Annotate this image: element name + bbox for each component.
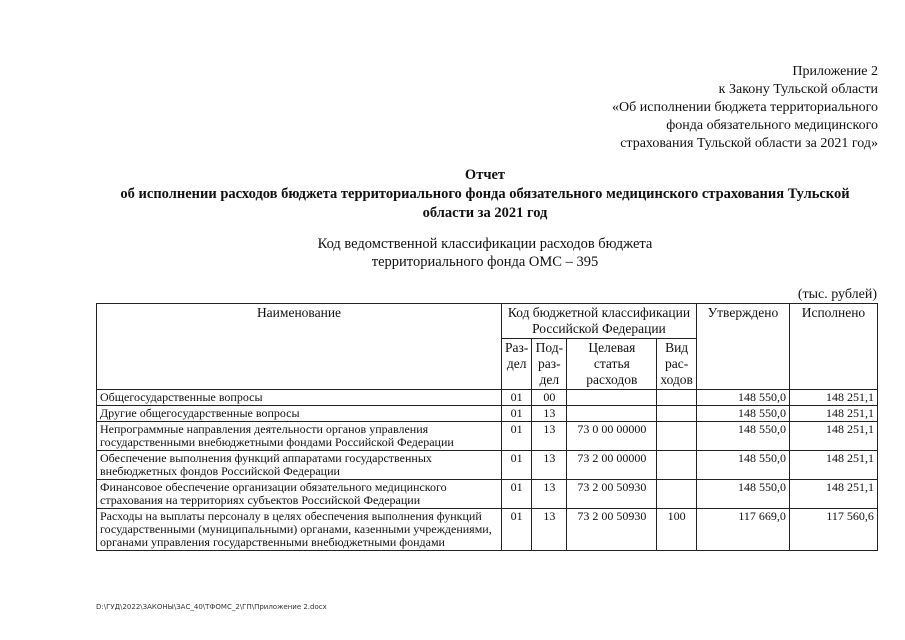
header-target: Целевая статья расходов <box>567 339 657 390</box>
table-row <box>97 509 878 551</box>
header-code-group: Код бюджетной классификации Российской Федерации <box>502 304 697 339</box>
report-title <box>95 166 875 223</box>
row-podrazdel: 13 <box>532 451 567 480</box>
table-row <box>97 406 878 422</box>
header-approved: Утверждено <box>696 304 789 390</box>
appendix-line: фонда обязательного медицинского <box>666 118 878 133</box>
row-razdel: 01 <box>502 451 532 480</box>
report-subtitle <box>95 235 875 271</box>
row-podrazdel: 13 <box>532 480 567 509</box>
row-podrazdel: 13 <box>532 422 567 451</box>
header-podrazdel: Под-раз-дел <box>532 339 567 390</box>
table-row <box>97 480 878 509</box>
row-vid <box>657 480 697 509</box>
row-name: Расходы на выплаты персоналу в целях обеспечения выполнения функций государственными (муниципальными) органами, казенными учреждениями, органами управления государственными внебюджетными фондами <box>97 509 502 551</box>
table-row <box>97 422 878 451</box>
row-podrazdel: 13 <box>532 406 567 422</box>
header-razdel: Раз-дел <box>502 339 532 390</box>
row-vid <box>657 406 697 422</box>
row-razdel: 01 <box>502 406 532 422</box>
row-target <box>567 390 657 406</box>
title-line: Отчет <box>464 167 506 183</box>
row-podrazdel: 13 <box>532 509 567 551</box>
table-row <box>97 451 878 480</box>
row-name: Другие общегосударственные вопросы <box>97 406 502 422</box>
row-target: 73 2 00 50930 <box>567 509 657 551</box>
row-target <box>567 406 657 422</box>
title-line: об исполнении расходов бюджета территориального фонда обязательного медицинского страхования Тульской <box>120 186 850 202</box>
title-line: области за 2021 год <box>422 205 548 221</box>
subtitle-line: территориального фонда ОМС – 395 <box>371 254 599 270</box>
row-razdel: 01 <box>502 509 532 551</box>
row-executed: 117 560,6 <box>789 509 877 551</box>
row-executed: 148 251,1 <box>789 480 877 509</box>
appendix-block <box>612 63 878 153</box>
row-approved: 148 550,0 <box>696 451 789 480</box>
row-vid <box>657 390 697 406</box>
row-executed: 148 251,1 <box>789 406 877 422</box>
appendix-line: Приложение 2 <box>792 64 878 79</box>
row-target: 73 2 00 00000 <box>567 451 657 480</box>
report-table <box>96 303 878 551</box>
file-path-footer: D:\ГУД\2022\ЗАКОНЫ\ЗАС_40\ТФОМС_2\ГП\Приложение 2.docx <box>96 603 327 611</box>
row-razdel: 01 <box>502 390 532 406</box>
header-name: Наименование <box>97 304 502 390</box>
table-row <box>97 390 878 406</box>
appendix-line: к Закону Тульской области <box>718 82 878 97</box>
units-label: (тыс. рублей) <box>797 287 877 302</box>
row-executed: 148 251,1 <box>789 390 877 406</box>
row-target: 73 0 00 00000 <box>567 422 657 451</box>
row-name: Общегосударственные вопросы <box>97 390 502 406</box>
row-vid <box>657 422 697 451</box>
row-vid: 100 <box>657 509 697 551</box>
row-razdel: 01 <box>502 422 532 451</box>
row-podrazdel: 00 <box>532 390 567 406</box>
row-name: Непрограммные направления деятельности органов управления государственными внебюджетными фондами Российской Федерации <box>97 422 502 451</box>
row-name: Финансовое обеспечение организации обязательного медицинского страхования на территориях субъектов Российской Федерации <box>97 480 502 509</box>
row-approved: 148 550,0 <box>696 422 789 451</box>
row-target: 73 2 00 50930 <box>567 480 657 509</box>
row-name: Обеспечение выполнения функций аппаратами государственных внебюджетных фондов Российской Федерации <box>97 451 502 480</box>
row-executed: 148 251,1 <box>789 422 877 451</box>
row-approved: 148 550,0 <box>696 406 789 422</box>
subtitle-line: Код ведомственной классификации расходов бюджета <box>317 236 653 252</box>
row-vid <box>657 451 697 480</box>
row-executed: 148 251,1 <box>789 451 877 480</box>
header-vid: Вид рас-ходов <box>657 339 697 390</box>
row-approved: 117 669,0 <box>696 509 789 551</box>
appendix-line: «Об исполнении бюджета территориального <box>612 100 878 115</box>
row-razdel: 01 <box>502 480 532 509</box>
row-approved: 148 550,0 <box>696 390 789 406</box>
header-executed: Исполнено <box>789 304 877 390</box>
appendix-line: страхования Тульской области за 2021 год» <box>620 136 878 151</box>
header-row <box>97 304 878 339</box>
row-approved: 148 550,0 <box>696 480 789 509</box>
